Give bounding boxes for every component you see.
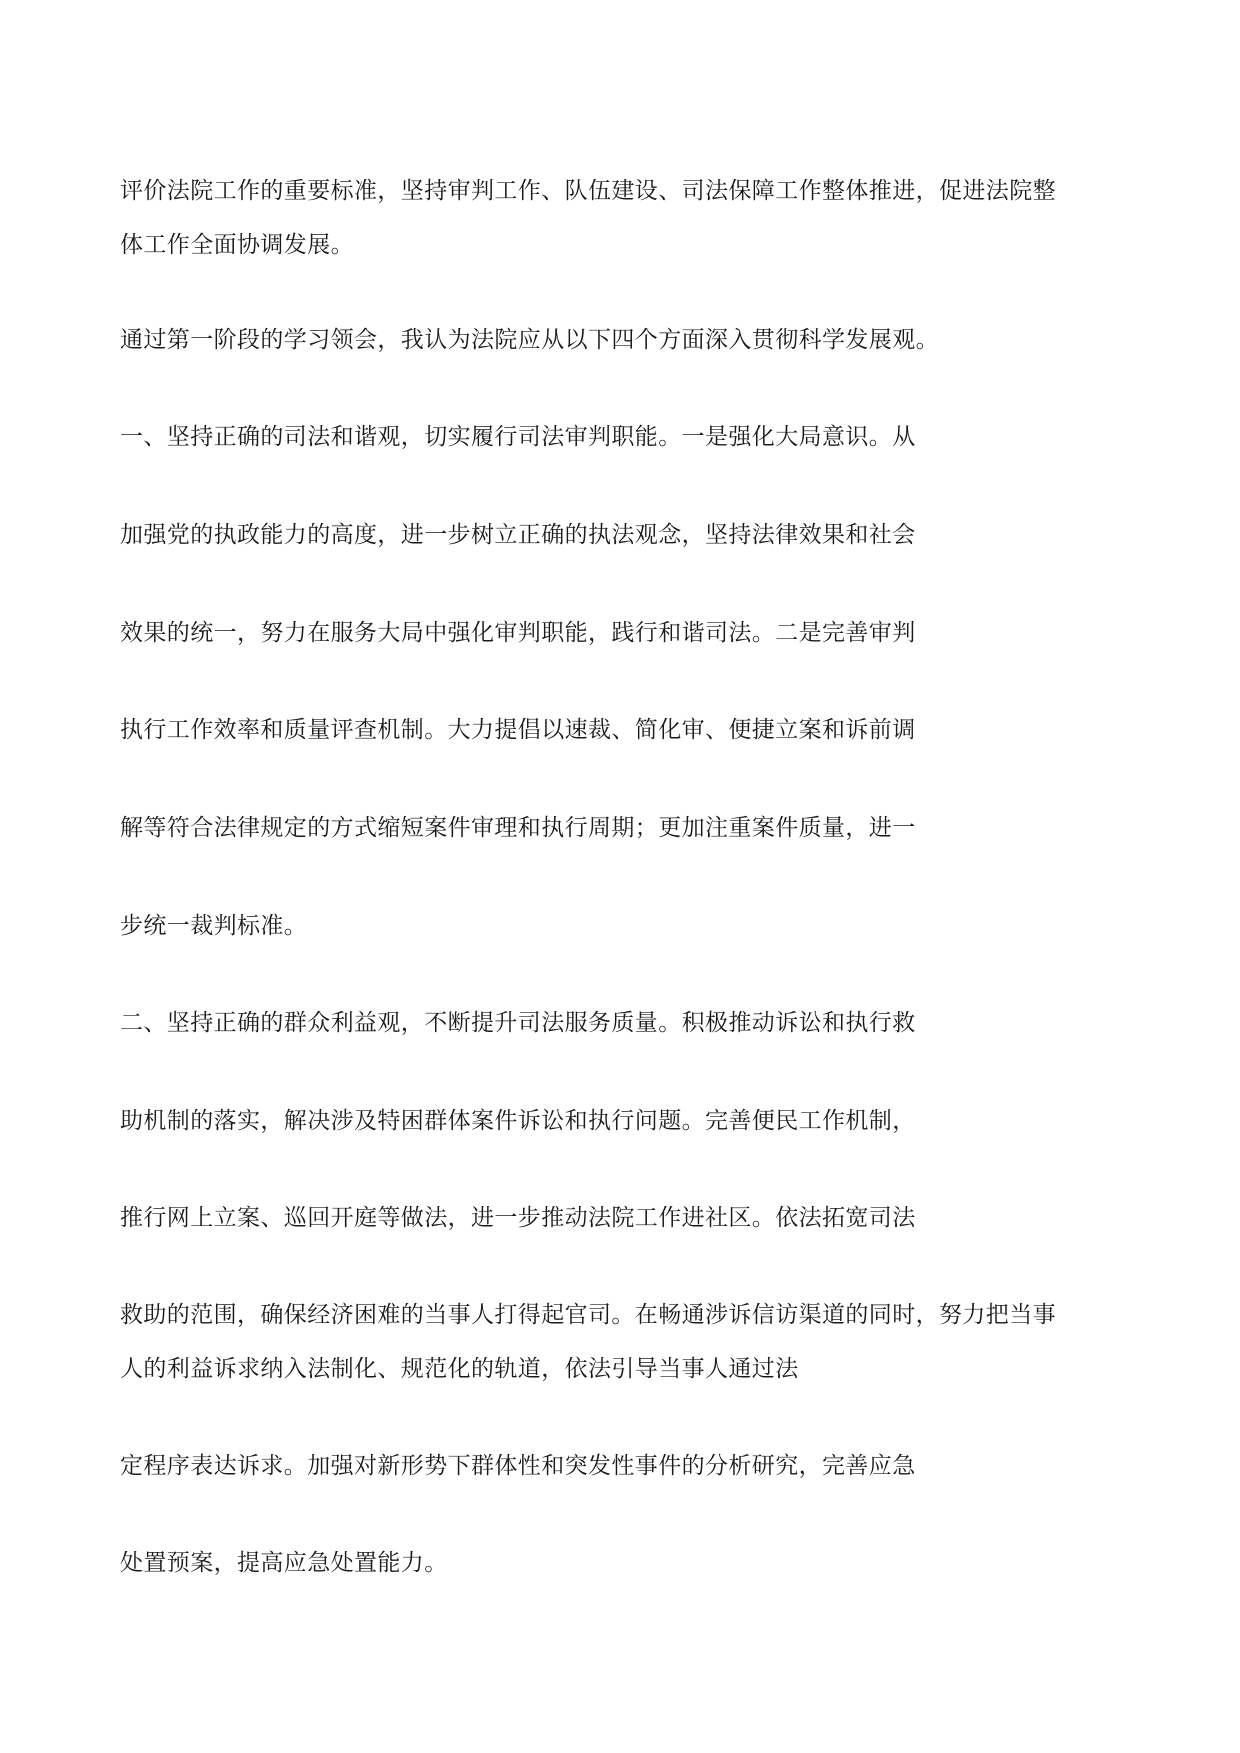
text-line: 助机制的落实，解决涉及特困群体案件诉讼和执行问题。完善便民工作机制， xyxy=(120,1108,916,1134)
text-line: 评价法院工作的重要标准，坚持审判工作、队伍建设、司法保障工作整体推进，促进法院整 xyxy=(120,178,1056,204)
text-line: 推行网上立案、巡回开庭等做法，进一步推动法院工作进社区。依法拓宽司法 xyxy=(120,1205,916,1231)
text-line: 效果的统一，努力在服务大局中强化审判职能，践行和谐司法。二是完善审判 xyxy=(120,620,916,646)
text-line: 一、坚持正确的司法和谐观，切实履行司法审判职能。一是强化大局意识。从 xyxy=(120,424,916,450)
text-line: 人的利益诉求纳入法制化、规范化的轨道，依法引导当事人通过法 xyxy=(120,1356,799,1382)
text-line: 定程序表达诉求。加强对新形势下群体性和突发性事件的分析研究，完善应急 xyxy=(120,1453,916,1479)
text-line: 步统一裁判标准。 xyxy=(120,913,308,939)
text-line: 通过第一阶段的学习领会，我认为法院应从以下四个方面深入贯彻科学发展观。 xyxy=(120,327,939,353)
text-line: 解等符合法律规定的方式缩短案件审理和执行周期；更加注重案件质量，进一 xyxy=(120,815,916,841)
text-line: 救助的范围，确保经济困难的当事人打得起官司。在畅通涉诉信访渠道的同时，努力把当事 xyxy=(120,1302,1056,1328)
text-line: 处置预案，提高应急处置能力。 xyxy=(120,1550,448,1576)
text-line: 二、坚持正确的群众利益观，不断提升司法服务质量。积极推动诉讼和执行救 xyxy=(120,1010,916,1036)
text-line: 执行工作效率和质量评查机制。大力提倡以速裁、简化审、便捷立案和诉前调 xyxy=(120,717,916,743)
text-line: 体工作全面协调发展。 xyxy=(120,232,354,258)
text-line: 加强党的执政能力的高度，进一步树立正确的执法观念，坚持法律效果和社会 xyxy=(120,522,916,548)
